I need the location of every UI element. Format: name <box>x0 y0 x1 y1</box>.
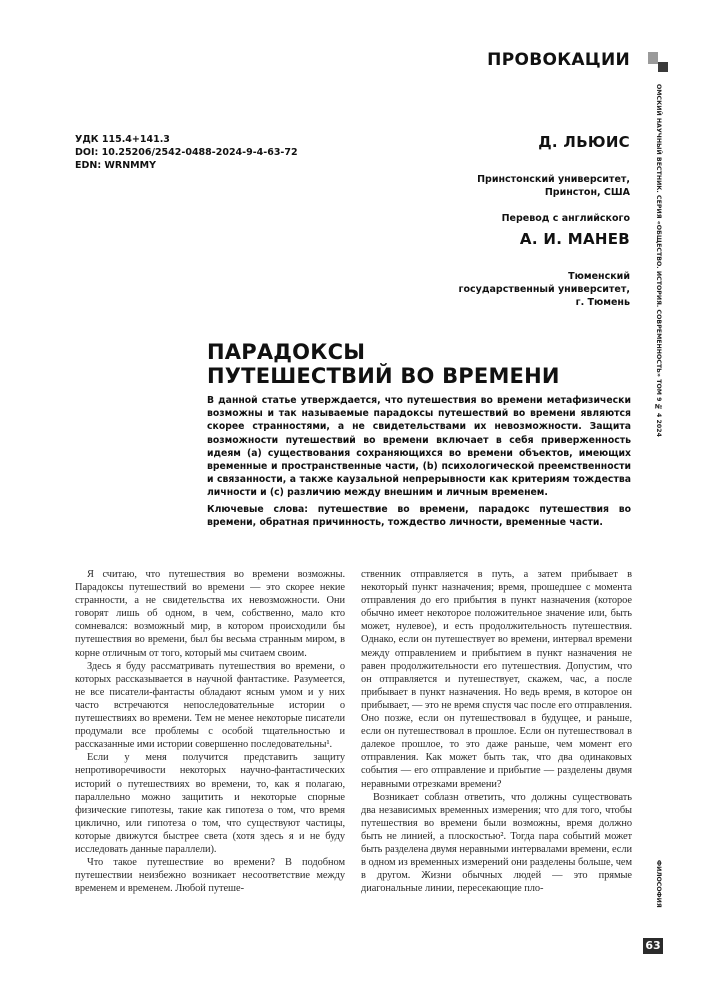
paragraph: Я считаю, что путешествия во времени возможны. Парадоксы путешествий во времени — это скорее некие странности, а не свидетельства их невозможности. Они говорят лишь об одном, в чем, собственно, мало кто сомневался: возможный мир, в котором происходили бы путешествия во времени, был бы весьма странным миром, в корне отличным от того, который мы считаем своим. <box>75 569 345 659</box>
paragraph: Здесь я буду рассматривать путешествия во времени, о которых рассказывается в научной фантастике. Разумеется, не все писатели-фантасты обладают ясным умом и у них часто встречаются непоследовательные истории о путешествиях во времени. Тем не менее некоторые писатели продумали все проблемы с особой тщательностью и рассказанные ими истории совершенно последовательны¹. <box>75 660 345 751</box>
udk: УДК 115.4+141.3 <box>75 134 170 145</box>
article-title <box>207 340 627 388</box>
body-column-left <box>75 568 345 895</box>
affiliation-2-line: г. Тюмень <box>575 297 630 308</box>
author-name-2: А. И. МАНЕВ <box>519 230 630 248</box>
body-column-right <box>361 568 632 895</box>
decor-square-light <box>648 52 658 64</box>
affiliation-2-line: государственный университет, <box>458 284 630 295</box>
author-name-1: Д. ЛЬЮИС <box>538 133 630 151</box>
title-line: ПАРАДОКСЫ <box>207 340 366 364</box>
decor-square-dark <box>658 62 668 72</box>
keywords: Ключевые слова: путешествие во времени, парадокс путешествия во времени, обратная причинность, тождество личности, временные части. <box>207 504 631 529</box>
affiliation-1-line: Принстон, США <box>544 187 630 198</box>
paragraph: Возникает соблазн ответить, что должны существовать два независимых временных измерения; что для того, чтобы путешествия во времени были возможны, время должно быть не линией, а плоскостью². Тогда пара событий может быть разделена двумя неравными интервалами времени, если в одном из временных измерений они разделены больше, чем в другом. Жизни обычных людей — это прямые диагональные линии, пересекающие пло- <box>361 791 632 895</box>
edn: EDN: WRNMMY <box>75 160 156 171</box>
affiliation-2 <box>459 270 631 309</box>
journal-strip: ОМСКИЙ НАУЧНЫЙ ВЕСТНИК. СЕРИЯ «ОБЩЕСТВО. ИСТОРИЯ. СОВРЕМЕННОСТЬ» ТОМ 9 № 4 2024 <box>655 84 662 437</box>
affiliation-1-line: Принстонский университет, <box>477 174 630 185</box>
paragraph: ственник отправляется в путь, а затем прибывает в некоторый пункт назначения; время, прошедшее с момента отправления до его прибытия в пункт назначения (которое обычно имеет некоторое положительное значение или, быть может, нулевое), и есть продолжительность путешествия. Однако, если он путешествует во времени, интервал времени между отправлением и прибытием в пункт назначения не равен продолжительности его путешествия. Допустим, что он отправляется и путешествует, скажем, час, а после прибывает в пункт назначения. Но ведь время, в которое он прибывает, — это не время спустя час после его отправления. Оно позже, если он путешествовал в будущее, и раньше, если он путешествовал в прошлое. Если он путешествовал в далекое прошлое, то это даже раньше, чем момент его отправления. Как может быть так, что два одинаковых события — его отправление и прибытие — разделены двумя неравными отрезками времени? <box>361 569 632 790</box>
section-title: ПРОВОКАЦИИ <box>487 50 630 70</box>
affiliation-2-line: Тюменский <box>568 271 630 282</box>
doi: DOI: 10.25206/2542-0488-2024-9-4-63-72 <box>75 147 298 158</box>
rubric-strip: ФИЛОСОФИЯ <box>655 860 662 908</box>
title-line: ПУТЕШЕСТВИЙ ВО ВРЕМЕНИ <box>207 364 560 388</box>
translation-note: Перевод с английского <box>501 213 630 224</box>
abstract: В данной статье утверждается, что путешествия во времени метафизически возможны и так называемые парадоксы путешествий во времени являются скорее странностями, а не свидетельствами их невозможности. Защита возможности путешествий во времени включает в себя приверженность идеям (a) существования сохраняющихся во времени объектов, имеющих временные и пространственные части, (b) психологической преемственности и связанности, а также каузальной непрерывности как критериям тождества личности и (c) различию между внешним и личным временем. <box>207 395 631 499</box>
udk-block <box>75 133 298 172</box>
page-number: 63 <box>643 938 663 954</box>
paragraph: Если у меня получится представить защиту непротиворечивости некоторых научно-фантастических историй о путешествиях во времени, то, как я полагаю, параллельно можно защитить и некоторые спорные физические гипотезы, такие как гипотеза о том, что время циклично, или гипотеза о том, что существуют частицы, которые движутся быстрее света (хотя здесь я и не буду исследовать данные параллели). <box>75 752 345 855</box>
affiliation-1 <box>477 173 630 199</box>
paragraph: Что такое путешествие во времени? В подобном путешествии неизбежно возникает несоответствие между временем и временем. Любой путеше- <box>75 857 345 895</box>
